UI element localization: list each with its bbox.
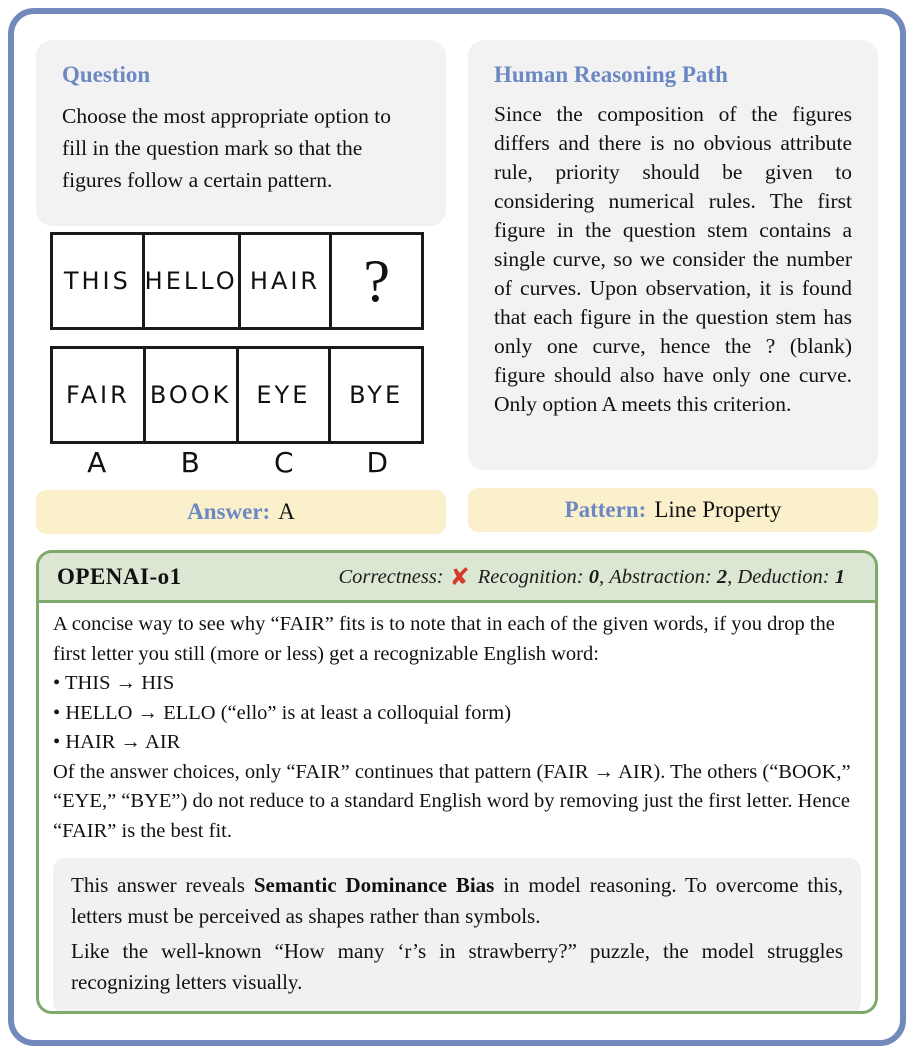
bias-term: Semantic Dominance Bias xyxy=(253,873,495,897)
abstraction-label: Abstraction: xyxy=(609,565,712,588)
bullet-icon: • xyxy=(53,672,61,694)
commentary-paragraph-1 xyxy=(71,870,843,932)
commentary-paragraph-2: Like the well-known “How many ‘r’s in strawberry?” puzzle, the model struggles recognizing letters visually. xyxy=(71,939,843,994)
response-bullet-2 xyxy=(53,699,861,729)
model-response xyxy=(39,603,875,1014)
option-labels-row xyxy=(50,446,424,478)
option-label-a: A xyxy=(87,446,107,479)
bullet-text: HELLO → ELLO (“ello” is at least a colloquial form) xyxy=(65,701,512,724)
option-cell-a: FAIR xyxy=(53,349,146,441)
question-body: Choose the most appropriate option to fill in the question mark so that the figures follow a certain pattern. xyxy=(62,104,392,192)
model-name: OPENAI-o1 xyxy=(57,563,182,589)
response-outro: Of the answer choices, only “FAIR” continues that pattern (FAIR → AIR). The others (“BOOK,” “EYE,” “BYE”) do not reduce to a standard English word by removing just the first letter. Hence “FAIR” is the best fit. xyxy=(53,760,851,842)
option-label-c: C xyxy=(273,446,294,479)
bullet-text: HAIR → AIR xyxy=(65,731,181,753)
recognition-value: 0 xyxy=(588,565,600,588)
red-cross-icon: ✘ xyxy=(449,562,470,591)
answer-value: A xyxy=(278,499,295,524)
stem-cell-1: THIS xyxy=(53,235,145,327)
stem-cell-3: HAIR xyxy=(241,235,333,327)
stem-cell-question-mark: ? xyxy=(363,247,390,314)
pattern-bar xyxy=(468,488,878,532)
pattern-label: Pattern: xyxy=(564,497,647,522)
model-result-box xyxy=(36,550,878,1014)
answer-label: Answer: xyxy=(187,499,271,524)
stem-figure-row xyxy=(50,232,424,330)
human-reasoning-card xyxy=(468,40,878,470)
option-cell-d: BYE xyxy=(349,381,404,409)
deduction-label: Deduction: xyxy=(737,565,830,588)
bias-commentary-box xyxy=(53,858,861,1014)
response-bullet-1 xyxy=(53,669,861,699)
option-label-b: B xyxy=(180,446,200,479)
deduction-value: 1 xyxy=(834,565,845,588)
bullet-text: THIS → HIS xyxy=(64,672,175,694)
human-reasoning-body: Since the composition of the figures differs and there is no obvious attribute rule, priority should be given to considering numerical rules. The first figure in the question stem contains a single curve, so we consider the number of curves. Upon observation, it is found that each figure in the question stem has only one curve, hence the ? (blank) figure should also have only one curve. Only option A meets this criterion. xyxy=(494,102,852,416)
response-bullet-3 xyxy=(53,728,861,758)
human-reasoning-title: Human Reasoning Path xyxy=(494,62,728,87)
options-figure-row xyxy=(50,346,424,444)
abstraction-value: 2 xyxy=(716,565,728,588)
option-cell-c: EYE xyxy=(239,349,332,441)
correctness-label: Correctness: xyxy=(338,565,444,588)
response-intro: A concise way to see why “FAIR” fits is to note that in each of the given words, if you drop the first letter you still (more or less) get a recognizable English word: xyxy=(53,613,835,665)
metric-separator: , xyxy=(599,565,605,588)
answer-bar xyxy=(36,490,446,534)
right-column xyxy=(468,40,878,534)
bullet-icon: • xyxy=(53,701,61,724)
stem-cell-2: HELLO xyxy=(145,235,241,327)
metric-separator: , xyxy=(727,565,733,588)
model-header xyxy=(39,553,875,603)
option-label-d: D xyxy=(366,446,389,479)
question-card xyxy=(36,40,446,226)
question-title: Question xyxy=(62,62,151,87)
model-metrics xyxy=(338,563,845,591)
left-column xyxy=(36,40,446,534)
pattern-value: Line Property xyxy=(654,497,782,522)
bullet-icon: • xyxy=(53,731,61,753)
top-columns xyxy=(36,40,878,534)
recognition-label: Recognition: xyxy=(477,565,584,588)
commentary-text: This answer reveals xyxy=(71,873,254,897)
option-cell-b: BOOK xyxy=(146,349,239,441)
figure-frame xyxy=(8,8,906,1046)
commentary-text: in model reasoning. To overcome this, letters must be perceived as shapes rather than symbols. xyxy=(71,873,843,928)
